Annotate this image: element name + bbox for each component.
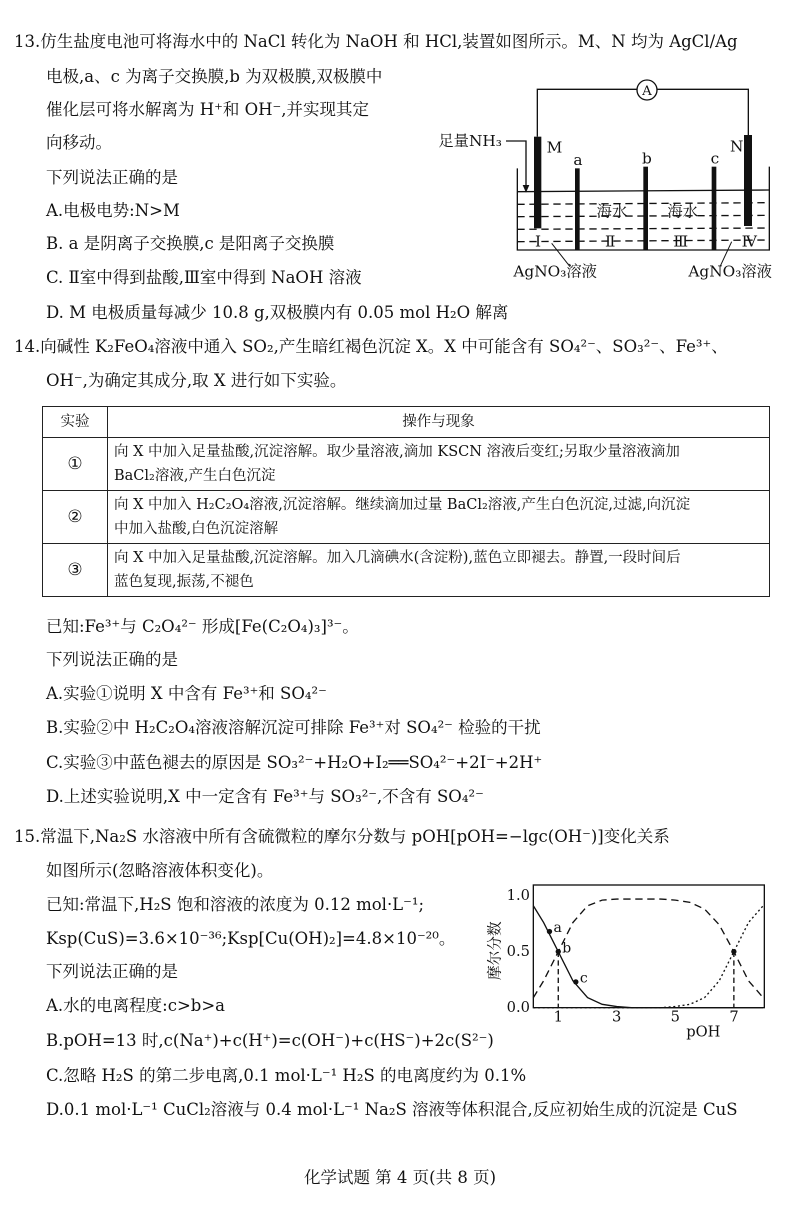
ammeter-label: A [642, 84, 652, 99]
q15-option-a: A.水的电离程度:c>b>a [46, 996, 226, 1015]
q15-option-c: C.忽略 H₂S 的第二步电离,0.1 mol·L⁻¹ H₂S 的电离度约为 0.1% [46, 1066, 527, 1085]
electrolysis-cell-diagram [430, 70, 800, 290]
table-header: 实验 [43, 407, 108, 438]
q15-stem-line: 已知:常温下,H₂S 饱和溶液的浓度为 0.12 mol·L⁻¹; [46, 895, 425, 914]
q14-known: 已知:Fe³⁺与 C₂O₄²⁻ 形成[Fe(C₂O₄)₃]³⁻。 [46, 617, 359, 636]
electrode-n [744, 135, 752, 226]
q14-option-d: D.上述实验说明,X 中一定含有 Fe³⁺与 SO₃²⁻,不含有 SO₄²⁻ [46, 787, 484, 806]
q14-option-a: A.实验①说明 X 中含有 Fe³⁺和 SO₄²⁻ [46, 684, 327, 703]
q13-stem-line: 向移动。 [46, 133, 112, 152]
table-header: 操作与现象 [108, 407, 770, 438]
q13-option-d: D. M 电极质量每减少 10.8 g,双极膜内有 0.05 mol H₂O 解离 [46, 303, 509, 322]
page-footer: 化学试题 第 4 页(共 8 页) [303, 1168, 497, 1187]
table-row [43, 491, 770, 544]
mole-fraction-chart [480, 880, 780, 1040]
experiment-text: 向 X 中加入足量盐酸,沉淀溶解。加入几滴碘水(含淀粉),蓝色立即褪去。静置,一段时间后 [114, 550, 681, 566]
experiment-table [42, 406, 770, 597]
room-3-label: Ⅲ [673, 232, 689, 251]
y-tick-label: 1.0 [506, 887, 530, 904]
point-label: b [562, 940, 572, 957]
wire-left [537, 89, 636, 136]
point-label: c [579, 970, 588, 987]
q15-option-d: D.0.1 mol·L⁻¹ CuCl₂溶液与 0.4 mol·L⁻¹ Na₂S 溶液等体积混合,反应初始生成的沉淀是 CuS [46, 1100, 738, 1119]
wire-right [657, 89, 748, 135]
experiment-text: 蓝色复现,振荡,不褪色 [114, 574, 254, 590]
experiment-id: ② [43, 491, 108, 544]
q14-option-b: B.实验②中 H₂C₂O₄溶液溶解沉淀可排除 Fe³⁺对 SO₄²⁻ 检验的干扰 [46, 718, 541, 737]
data-point [556, 949, 561, 954]
q13-stem-line: 13.仿生盐度电池可将海水中的 NaCl 转化为 NaOH 和 HCl,装置如图所示。M、N 均为 AgCl/Ag [14, 32, 738, 51]
q15-stem-line: 15.常温下,Na₂S 水溶液中所有含硫微粒的摩尔分数与 pOH[pOH=−lgc(OH⁻)]变化关系 [14, 827, 670, 846]
n-label: N [730, 137, 744, 156]
x-axis-label: pOH [686, 1023, 721, 1040]
b-label: b [642, 149, 652, 168]
experiment-id: ③ [43, 544, 108, 597]
m-label: M [546, 138, 563, 157]
room-2-label: Ⅱ [605, 232, 616, 251]
q13-option-c: C. Ⅱ室中得到盐酸,Ⅲ室中得到 NaOH 溶液 [46, 268, 362, 287]
table-row [43, 438, 770, 491]
x-tick-label: 3 [612, 1008, 622, 1026]
electrode-m [534, 137, 541, 229]
point-label: a [553, 920, 562, 937]
q13-option-b: B. a 是阴离子交换膜,c 是阳离子交换膜 [46, 234, 335, 253]
x-tick-label: 7 [729, 1008, 739, 1026]
q15-stem-line: 如图所示(忽略溶液体积变化)。 [46, 861, 274, 880]
experiment-text: 向 X 中加入 H₂C₂O₄溶液,沉淀溶解。继续滴加过量 BaCl₂溶液,产生白色沉淀,过滤,向沉淀 [114, 497, 691, 513]
membrane-b [643, 167, 648, 250]
data-point [573, 979, 578, 984]
q13-option-a: A.电极电势:N>M [46, 201, 180, 220]
experiment-text: 中加入盐酸,白色沉淀溶解 [114, 521, 279, 537]
series-line-h2s [533, 906, 763, 1008]
seawater-label: 海水 [667, 202, 699, 221]
agno3-left-label: AgNO₃溶液 [513, 262, 598, 281]
data-point [547, 929, 552, 934]
agno3-right-label: AgNO₃溶液 [688, 262, 773, 281]
experiment-text: BaCl₂溶液,产生白色沉淀 [114, 468, 276, 484]
q15-prompt: 下列说法正确的是 [46, 962, 178, 981]
seawater-label: 海水 [596, 202, 628, 221]
nh3-label: 足量NH₃ [438, 132, 502, 150]
x-tick-label: 1 [553, 1008, 563, 1026]
membrane-c [712, 167, 717, 250]
c-label: c [710, 149, 720, 168]
q14-stem-line: OH⁻,为确定其成分,取 X 进行如下实验。 [46, 371, 347, 390]
q14-option-c: C.实验③中蓝色褪去的原因是 SO₃²⁻+H₂O+I₂══SO₄²⁻+2I⁻+2H⁺ [46, 753, 543, 772]
q15-stem-line: Ksp(CuS)=3.6×10⁻³⁶;Ksp[Cu(OH)₂]=4.8×10⁻²⁰。 [46, 929, 456, 948]
membrane-a [575, 168, 580, 250]
x-tick-label: 5 [670, 1008, 680, 1026]
experiment-text: 向 X 中加入足量盐酸,沉淀溶解。取少量溶液,滴加 KSCN 溶液后变红;另取少量溶液滴加 [114, 444, 680, 460]
table-row [43, 544, 770, 597]
series-line-s2 [533, 906, 763, 1008]
room-4-label: Ⅳ [741, 232, 757, 251]
q14-prompt: 下列说法正确的是 [46, 650, 178, 669]
a-label: a [573, 151, 583, 169]
y-axis-label: 摩尔分数 [486, 921, 504, 980]
q13-prompt: 下列说法正确的是 [46, 168, 178, 187]
y-tick-label: 0.0 [506, 999, 530, 1016]
experiment-id: ① [43, 438, 108, 491]
table-header-row [43, 407, 770, 438]
q13-stem-line: 电极,a、c 为离子交换膜,b 为双极膜,双极膜中 [46, 67, 383, 86]
y-tick-label: 0.5 [506, 943, 530, 960]
q14-stem-line: 14.向碱性 K₂FeO₄溶液中通入 SO₂,产生暗红褐色沉淀 X。X 中可能含有 SO₄²⁻、SO₃²⁻、Fe³⁺、 [14, 337, 728, 356]
q13-stem-line: 催化层可将水解离为 H⁺和 OH⁻,并实现其定 [46, 100, 369, 119]
room-1-label: Ⅰ [535, 232, 542, 251]
q15-option-b: B.pOH=13 时,c(Na⁺)+c(H⁺)=c(OH⁻)+c(HS⁻)+2c(S²⁻) [46, 1031, 494, 1050]
data-point [731, 949, 736, 954]
